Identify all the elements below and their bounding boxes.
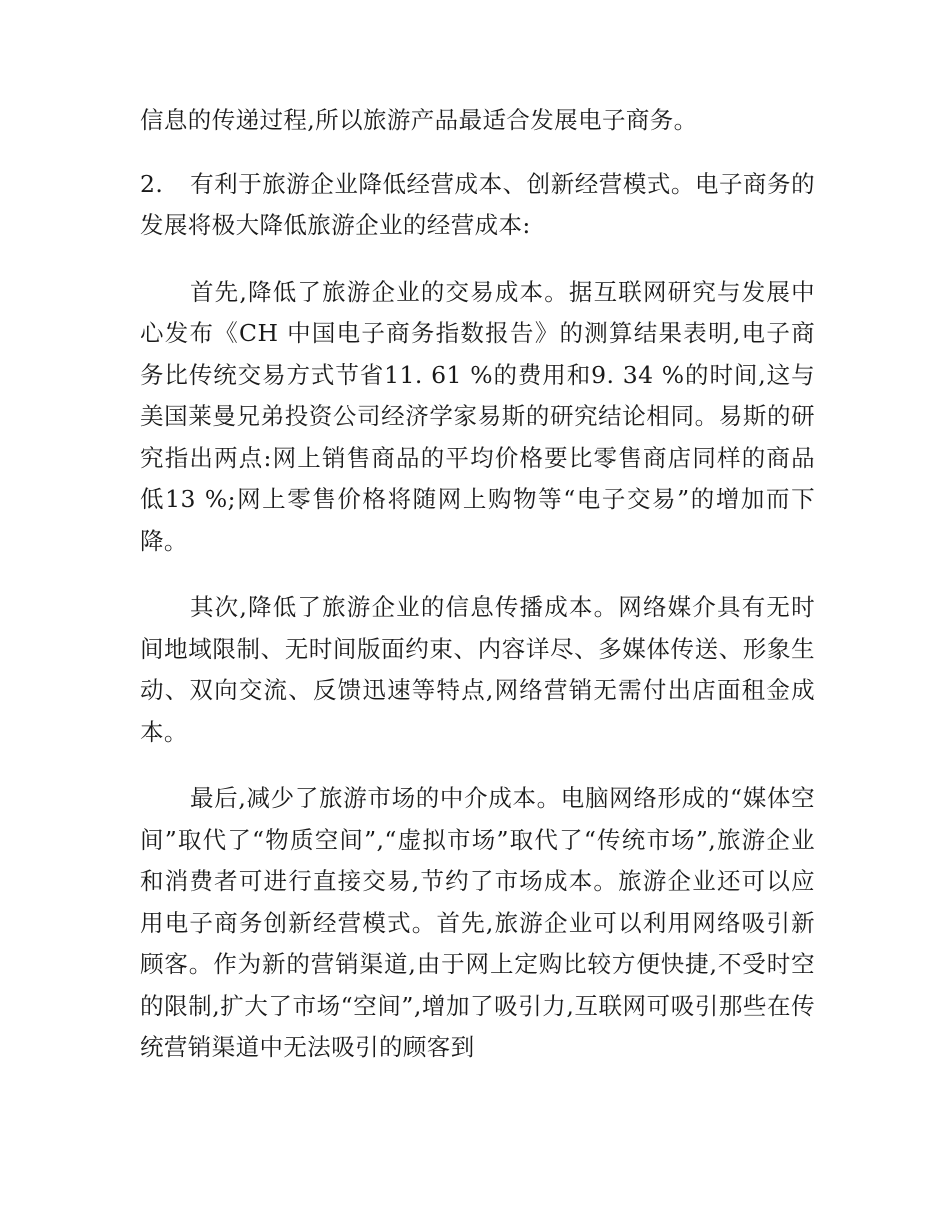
paragraph-continued bbox=[140, 100, 815, 142]
paragraph-text: 其次,降低了旅游企业的信息传播成本。网络媒介具有无时间地域限制、无时间版面约束、内容详尽、多媒体传送、形象生动、双向交流、反馈迅速等特点,网络营销无需付出店面租金成本。 bbox=[140, 593, 815, 746]
paragraph-text: 有利于旅游企业降低经营成本、创新经营模式。电子商务的发展将极大降低旅游企业的经营成本: bbox=[140, 169, 815, 239]
paragraph-information-cost bbox=[140, 587, 815, 753]
paragraph-text: 信息的传递过程,所以旅游产品最适合发展电子商务。 bbox=[140, 106, 698, 134]
document-page bbox=[140, 100, 815, 1094]
numbered-paragraph bbox=[140, 164, 815, 247]
paragraph-text: 首先,降低了旅游企业的交易成本。据互联网研究与发展中心发布《CH 中国电子商务指数报告》的测算结果表明,电子商务比传统交易方式节省11. 61 %的费用和9. 34 %的时间,这与美国莱曼兄弟投资公司经济学家易斯的研究结论相同。易斯的研究指出两点:网上销售商品的平均价格要比零售商店同样的商品低13 %;网上零售价格将随网上购物等“电子交易”的增加而下降。 bbox=[140, 277, 815, 555]
paragraph-text: 最后,减少了旅游市场的中介成本。电脑网络形成的“媒体空间”取代了“物质空间”,“虚拟市场”取代了“传统市场”,旅游企业和消费者可进行直接交易,节约了市场成本。旅游企业还可以应用电子商务创新经营模式。首先,旅游企业可以利用网络吸引新顾客。作为新的营销渠道,由于网上定购比较方便快捷,不受时空的限制,扩大了市场“空间”,增加了吸引力,互联网可吸引那些在传统营销渠道中无法吸引的顾客到 bbox=[140, 784, 815, 1061]
paragraph-intermediary-cost bbox=[140, 778, 815, 1069]
paragraph-transaction-cost bbox=[140, 272, 815, 563]
list-number: 2. bbox=[140, 169, 164, 198]
